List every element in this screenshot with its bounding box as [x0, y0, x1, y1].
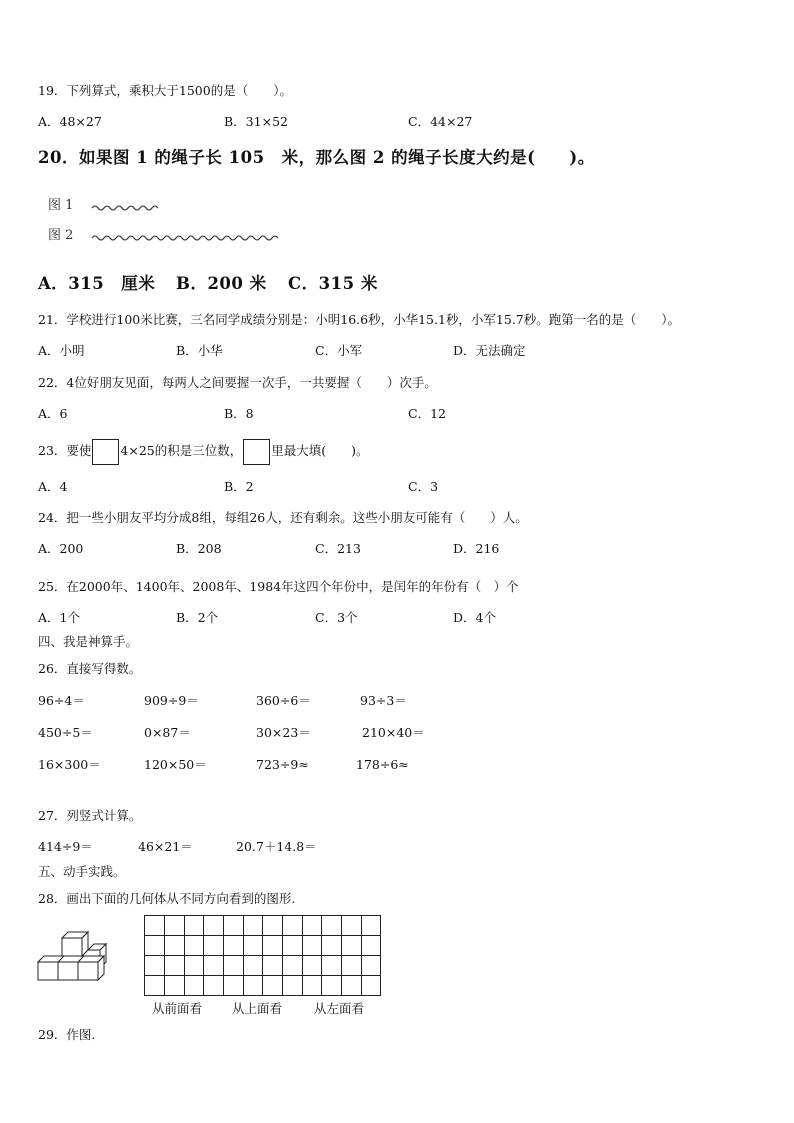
q19-option-b: B．31×52 [224, 114, 288, 129]
q25-stem: 25．在2000年、1400年、2008年、1984年这四个年份中，是闰年的年份有（ ）个 [38, 579, 519, 594]
q24-option-d: D．216 [453, 541, 500, 556]
caption-left-view: 从左面看 [314, 1001, 365, 1016]
q21-option-b: B．小华 [176, 343, 223, 358]
caption-top-view: 从上面看 [232, 1001, 283, 1016]
q19-option-a: A．48×27 [38, 114, 102, 129]
q28-stem: 28．画出下面的几何体从不同方向看到的图形. [38, 891, 296, 906]
q26-stem: 26．直接写得数。 [38, 661, 142, 676]
q21-option-a: A．小明 [38, 343, 85, 358]
rope-figure2 [88, 230, 288, 244]
q26-item: 450÷5＝ [38, 725, 93, 740]
q23-stem-part3: 里最大填( )。 [271, 443, 369, 458]
q27-item: 46×21＝ [138, 839, 193, 854]
q23-stem-part1: 23．要使 [38, 443, 92, 458]
q20-option-a: A．315 厘米 [38, 274, 156, 293]
q26-item: 96÷4＝ [38, 693, 85, 708]
q22-option-c: C．12 [408, 406, 446, 421]
section-5-heading: 五、动手实践。 [38, 864, 126, 879]
q27-item: 20.7＋14.8＝ [236, 839, 317, 854]
q26-item: 909÷9＝ [144, 693, 199, 708]
q26-item: 120×50＝ [144, 757, 207, 772]
q26-item: 16×300＝ [38, 757, 101, 772]
section-4-heading: 四、我是神算手。 [38, 634, 139, 649]
q21-option-d: D．无法确定 [453, 343, 526, 358]
q27-item: 414÷9＝ [38, 839, 93, 854]
q29-stem: 29．作图. [38, 1027, 96, 1042]
q26-item: 210×40＝ [362, 725, 425, 740]
q25-option-a: A．1个 [38, 610, 80, 625]
q20-figure2-label: 图 2 [48, 228, 74, 243]
q23-option-b: B．2 [224, 479, 254, 494]
q26-item: 360÷6＝ [256, 693, 311, 708]
q22-stem: 22．4位好朋友见面，每两人之间要握一次手，一共要握（ ）次手。 [38, 375, 437, 390]
q20-option-b: B．200 米 [176, 274, 267, 293]
q26-item: 30×23＝ [256, 725, 311, 740]
q22-option-b: B．8 [224, 406, 254, 421]
q26-item: 0×87＝ [144, 725, 191, 740]
q25-option-d: D．4个 [453, 610, 496, 625]
cube-solid-figure [36, 930, 110, 986]
q25-option-b: B．2个 [176, 610, 219, 625]
q24-option-c: C．213 [315, 541, 361, 556]
q23-option-c: C．3 [408, 479, 439, 494]
blank-box [92, 439, 119, 465]
q23-stem [38, 438, 369, 465]
q26-item: 178÷6≈ [356, 757, 409, 772]
q20-figure1-label: 图 1 [48, 198, 74, 213]
q19-stem: 19．下列算式，乘积大于1500的是（ ）。 [38, 83, 292, 98]
q27-stem: 27．列竖式计算。 [38, 808, 142, 823]
q24-option-b: B．208 [176, 541, 222, 556]
q24-option-a: A．200 [38, 541, 84, 556]
q19-option-c: C．44×27 [408, 114, 473, 129]
q22-option-a: A．6 [38, 406, 68, 421]
rope-figure1 [88, 200, 168, 214]
q21-option-c: C．小军 [315, 343, 363, 358]
q25-option-c: C．3个 [315, 610, 358, 625]
q21-stem: 21．学校进行100米比赛，三名同学成绩分别是：小明16.6秒，小华15.1秒，小军15.7秒。跑第一名的是（ ）。 [38, 312, 681, 327]
blank-box [243, 439, 270, 465]
q26-item: 723÷9≈ [256, 757, 309, 772]
drawing-grid [144, 915, 382, 997]
q23-stem-part2: 4×25的积是三位数， [120, 443, 243, 458]
q26-item: 93÷3＝ [360, 693, 407, 708]
caption-front-view: 从前面看 [152, 1001, 203, 1016]
q20-option-c: C．315 米 [288, 274, 378, 293]
q24-stem: 24．把一些小朋友平均分成8组，每组26人，还有剩余。这些小朋友可能有（ ）人。 [38, 510, 528, 525]
q20-stem: 20．如果图 1 的绳子长 105 米，那么图 2 的绳子长度大约是( )。 [38, 148, 595, 167]
q23-option-a: A．4 [38, 479, 68, 494]
